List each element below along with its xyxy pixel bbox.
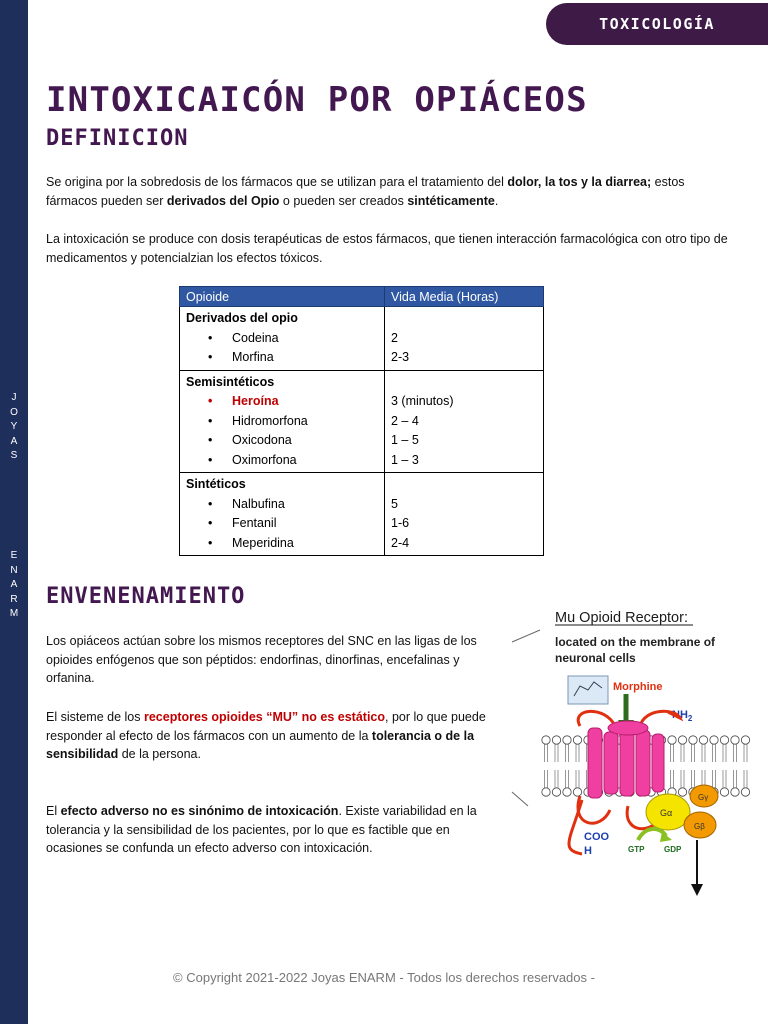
figure-title: Mu Opioid Receptor: xyxy=(555,610,688,626)
half-life-value: 2 xyxy=(391,330,398,345)
lipid-head xyxy=(573,736,581,744)
lipid-tail xyxy=(713,744,716,762)
lipid-tail xyxy=(744,770,747,788)
opioid-name: Oxicodona xyxy=(232,433,292,447)
opioid-cell xyxy=(180,473,385,556)
heading-envenenamiento: ENVENENAMIENTO xyxy=(46,584,246,609)
sidebar-letters-enarm xyxy=(0,549,28,622)
group-name: Semisintéticos xyxy=(186,374,275,389)
mu-opioid-receptor-figure xyxy=(510,600,760,900)
bullet-icon: • xyxy=(208,330,213,345)
lipid-tail xyxy=(555,770,558,788)
half-life-cell xyxy=(385,370,544,473)
table-group-row xyxy=(180,307,544,371)
list-item xyxy=(186,514,378,534)
definicion-paragraph-2: La intoxicación se produce con dosis terapéuticas de estos fármacos, que tienen interacción farmacológica con otro tipo de medicamentos y potencialzian los efectos tóxicos. xyxy=(46,232,728,265)
bullet-icon: • xyxy=(208,413,213,428)
lipid-tail xyxy=(713,770,716,788)
h-label: H xyxy=(584,845,592,857)
lipid-head xyxy=(731,788,739,796)
sidebar xyxy=(0,0,28,1024)
half-life-value: 2 – 4 xyxy=(391,413,419,428)
sidebar-letter: S xyxy=(10,450,18,461)
bullet-icon: • xyxy=(208,350,213,364)
lipid-head xyxy=(563,736,571,744)
half-life-value: 1 – 5 xyxy=(391,433,419,447)
lipid-head xyxy=(678,788,686,796)
list-item xyxy=(186,451,378,471)
sidebar-letter: M xyxy=(9,608,19,619)
list-item xyxy=(186,431,378,451)
sidebar-letter: J xyxy=(11,392,17,403)
svg-text:Gβ: Gβ xyxy=(694,822,705,831)
lipid-tail xyxy=(734,770,737,788)
bullet-icon: • xyxy=(208,433,213,447)
svg-text:Gα: Gα xyxy=(660,808,673,818)
lipid-head xyxy=(741,736,749,744)
svg-text:Gγ: Gγ xyxy=(698,793,709,802)
lipid-tail xyxy=(692,770,695,788)
lipid-tail xyxy=(692,744,695,762)
opioid-name: Codeina xyxy=(232,330,279,345)
half-life-value: 3 (minutos) xyxy=(391,394,454,408)
opioid-name: Morfina xyxy=(232,350,274,364)
list-item xyxy=(186,534,378,554)
envenenamiento-paragraph-1: Los opiáceos actúan sobre los mismos receptores del SNC en las ligas de los opioides enfógenos que son péptidos: endorfinas, dinorfinas, encefalinas y orfanina. xyxy=(46,634,477,685)
list-item xyxy=(186,329,378,349)
envenenamiento-paragraph-3: El efecto adverso no es sinónimo de intoxicación. Existe variabilidad en la tolerancia y la sensibilidad de los pacientes, por lo que es factible que en ocasiones se confunda un efecto adverso con intoxicación. xyxy=(46,804,477,855)
pointer-line-bottom xyxy=(512,792,528,806)
section-badge: TOXICOLOGÍA xyxy=(546,3,768,45)
half-life-value: 1 – 3 xyxy=(391,452,419,467)
figure-subtitle-2: neuronal cells xyxy=(555,651,636,665)
sidebar-letter: O xyxy=(10,406,18,418)
opioid-name: Hidromorfona xyxy=(232,413,308,428)
bullet-icon: • xyxy=(208,452,213,467)
lipid-head xyxy=(552,788,560,796)
sidebar-letter: Y xyxy=(10,421,18,432)
sidebar-letter: R xyxy=(10,593,18,605)
sidebar-letter: A xyxy=(10,579,18,590)
opioid-name: Heroína xyxy=(232,394,279,408)
sidebar-letters-joyas xyxy=(0,391,28,464)
lipid-tail xyxy=(734,744,737,762)
group-name: Sintéticos xyxy=(186,477,246,491)
half-life-cell xyxy=(385,307,544,371)
receptor-helices xyxy=(588,721,664,798)
lipid-head xyxy=(542,736,550,744)
definicion-paragraph-1: Se origina por la sobredosis de los fármacos que se utilizan para el tratamiento del dolor, la tos y la diarrea; estos fármacos pueden ser derivados del Opio o pueden ser creados sintéticamente. xyxy=(46,175,685,208)
list-item xyxy=(186,412,378,432)
gtp-label: GTP xyxy=(628,845,645,854)
opioid-cell xyxy=(180,370,385,473)
lipid-head xyxy=(710,736,718,744)
opioid-table xyxy=(179,286,544,556)
half-life-value: 2-4 xyxy=(391,535,410,550)
bullet-icon: • xyxy=(208,394,213,408)
lipid-head xyxy=(720,736,728,744)
lipid-head xyxy=(699,736,707,744)
opioid-name: Meperidina xyxy=(232,535,294,550)
morphine-label: Morphine xyxy=(613,681,663,693)
opioid-cell xyxy=(180,307,385,371)
lipid-tail xyxy=(671,770,674,788)
lipid-head xyxy=(689,736,697,744)
lipid-tail xyxy=(744,744,747,762)
lipid-tail xyxy=(723,744,726,762)
lipid-head xyxy=(678,736,686,744)
sidebar-letter: E xyxy=(10,550,18,561)
opioid-name: Oximorfona xyxy=(232,452,297,467)
lipid-head xyxy=(552,736,560,744)
lipid-head xyxy=(668,736,676,744)
lipid-tail xyxy=(681,770,684,788)
lipid-tail xyxy=(723,770,726,788)
bullet-icon: • xyxy=(208,535,213,550)
half-life-value: 5 xyxy=(391,496,398,511)
lipid-tail xyxy=(545,770,548,788)
lipid-head xyxy=(563,788,571,796)
table-header-opioide: Opioide xyxy=(180,287,385,307)
pointer-line-top xyxy=(512,630,540,642)
lipid-tail xyxy=(681,744,684,762)
lipid-head xyxy=(720,788,728,796)
coo-label: COO xyxy=(584,831,610,843)
footer-copyright: © Copyright 2021-2022 Joyas ENARM - Todos los derechos reservados - xyxy=(173,970,595,985)
lipid-tail xyxy=(576,770,579,788)
list-item xyxy=(186,348,378,368)
figure-subtitle-1: located on the membrane of xyxy=(555,635,716,649)
page-title: INTOXICAICÓN POR OPIÁCEOS xyxy=(46,80,588,120)
half-life-value: 1-6 xyxy=(391,516,410,530)
lipid-head xyxy=(741,788,749,796)
list-item xyxy=(186,495,378,515)
gdp-label: GDP xyxy=(664,845,682,854)
heading-definicion: DEFINICION xyxy=(46,126,189,151)
table-group-row xyxy=(180,370,544,473)
list-item xyxy=(186,392,378,412)
lipid-tail xyxy=(555,744,558,762)
bullet-icon: • xyxy=(208,496,213,511)
group-name: Derivados del opio xyxy=(186,311,298,325)
lipid-tail xyxy=(545,744,548,762)
opioid-name: Nalbufina xyxy=(232,496,285,511)
lipid-tail xyxy=(566,770,569,788)
half-life-cell xyxy=(385,473,544,556)
table-header-vida-media: Vida Media (Horas) xyxy=(385,287,544,307)
lipid-head xyxy=(542,788,550,796)
nh2-label: $NH_2$ xyxy=(672,709,693,723)
lipid-tail xyxy=(702,744,705,762)
lipid-tail xyxy=(576,744,579,762)
lipid-head xyxy=(573,788,581,796)
bullet-icon: • xyxy=(208,516,213,530)
opioid-name: Fentanil xyxy=(232,516,277,530)
sidebar-letter: A xyxy=(10,435,18,447)
table-group-row xyxy=(180,473,544,556)
lipid-tail xyxy=(566,744,569,762)
sidebar-letter: N xyxy=(10,564,18,576)
lipid-tail xyxy=(671,744,674,762)
half-life-value: 2-3 xyxy=(391,350,410,364)
lipid-head xyxy=(731,736,739,744)
envenenamiento-paragraph-2: El sisteme de los receptores opioides “MU” no es estático, por lo que puede responder al efecto de los fármacos con un aumento de la tolerancia o de la sensibilidad de la persona. xyxy=(46,710,486,761)
